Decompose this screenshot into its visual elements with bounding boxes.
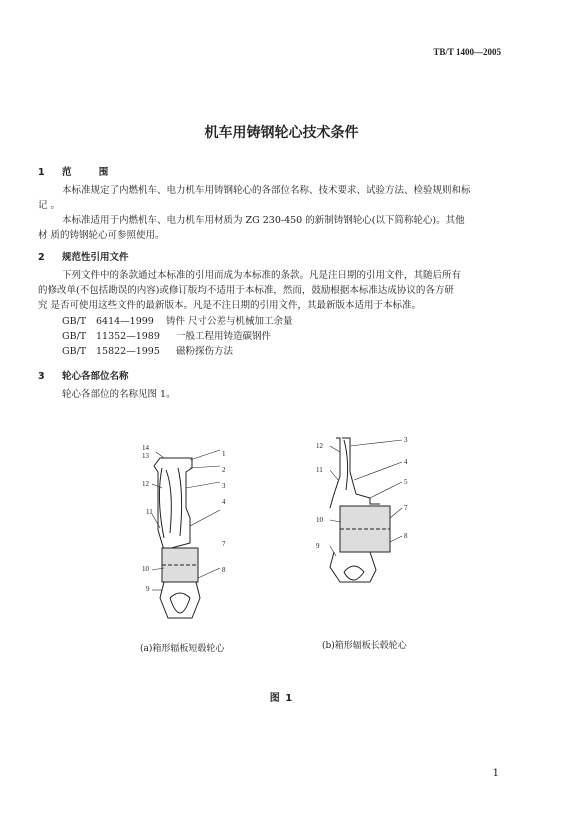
- ref-number: 11352—1989: [96, 331, 160, 342]
- section-number: 1: [38, 167, 45, 178]
- standard-number: TB/T 1400—2005: [433, 47, 501, 57]
- reference-item: [62, 328, 271, 342]
- ref-code: GB/T: [62, 316, 87, 327]
- callout-label: 11: [146, 508, 153, 516]
- callout-label: 7: [404, 504, 408, 512]
- ref-code: GB/T: [62, 331, 87, 342]
- callout-label: 13: [142, 452, 149, 460]
- callout-label: 12: [142, 480, 149, 488]
- figure-label: 图 1: [269, 693, 294, 704]
- section-number: 3: [38, 371, 45, 382]
- callout-label: 3: [404, 436, 408, 444]
- callout-label: 14: [142, 444, 149, 452]
- ref-number: 6414—1999: [96, 316, 154, 327]
- callout-label: 7: [222, 540, 226, 548]
- ref-code: GB/T: [62, 346, 87, 357]
- paragraph-line: 本标准适用于内燃机车、电力机车用材质为 ZG 230-450 的新制铸钢轮心(以下简称轮心)。其他: [62, 215, 465, 226]
- ref-number: 15822—1995: [96, 346, 160, 357]
- section-number: 2: [38, 252, 45, 263]
- ref-title: 一般工程用铸造碳钢件: [176, 331, 272, 342]
- callout-label: 9: [146, 585, 150, 593]
- paragraph-line: 记 。: [38, 200, 61, 211]
- section-2-heading: [38, 249, 129, 263]
- reference-item: [62, 313, 293, 327]
- ref-title: 磁粉探伤方法: [176, 346, 234, 357]
- figure-a-left-labels: [142, 444, 149, 460]
- page-title: 机车用铸钢轮心技术条件: [204, 125, 359, 141]
- section-title: 范 围: [62, 167, 121, 178]
- callout-label: 1: [222, 450, 226, 458]
- ref-title: 铸件 尺寸公差与机械加工余量: [166, 316, 293, 327]
- callout-label: 4: [222, 498, 226, 506]
- callout-label: 10: [316, 516, 323, 524]
- callout-label: 9: [316, 542, 320, 550]
- paragraph-line: 究 是否可使用这些文件的最新版本。凡是不注日期的引用文件，其最新版本适用于本标准。: [38, 300, 422, 311]
- section-title: 轮心各部位名称: [62, 371, 129, 382]
- paragraph-line: 的修改单(不包括勘误的内容)或修订版均不适用于本标准，然而，鼓励根据本标准达成协议的各方研: [38, 285, 454, 296]
- paragraph-line: 轮心各部位的名称见图 1。: [62, 389, 176, 400]
- paragraph-line: 下列文件中的条款通过本标准的引用而成为本标准的条款。凡是注日期的引用文件，其随后所有: [62, 270, 462, 281]
- callout-label: 10: [142, 565, 149, 573]
- callout-label: 4: [404, 458, 408, 466]
- section-1-heading: [38, 164, 120, 178]
- callout-label: 8: [404, 532, 408, 540]
- figure-b-caption: (b)箱形辐板长毂轮心: [322, 641, 407, 651]
- callout-label: 8: [222, 566, 226, 574]
- section-title: 规范性引用文件: [62, 252, 129, 263]
- callout-label: 12: [316, 442, 323, 450]
- figure-a-drawing: [130, 438, 250, 638]
- figure-a-caption: (a)箱形辐板短毂轮心: [140, 644, 225, 654]
- reference-item: [62, 343, 233, 357]
- paragraph-line: 本标准规定了内燃机车、电力机车用铸钢轮心的各部位名称、技术要求、试验方法、检验规则和标: [62, 185, 471, 196]
- page-number: 1: [492, 768, 499, 779]
- callout-label: 11: [316, 466, 323, 474]
- figure-b-drawing: [310, 432, 430, 612]
- callout-label: 2: [222, 466, 226, 474]
- paragraph-line: 材 质的铸钢轮心可参照使用。: [38, 230, 165, 241]
- callout-label: 5: [404, 478, 408, 486]
- callout-label: 3: [222, 482, 226, 490]
- section-3-heading: [38, 368, 129, 382]
- figure-a-right-labels: [222, 446, 226, 510]
